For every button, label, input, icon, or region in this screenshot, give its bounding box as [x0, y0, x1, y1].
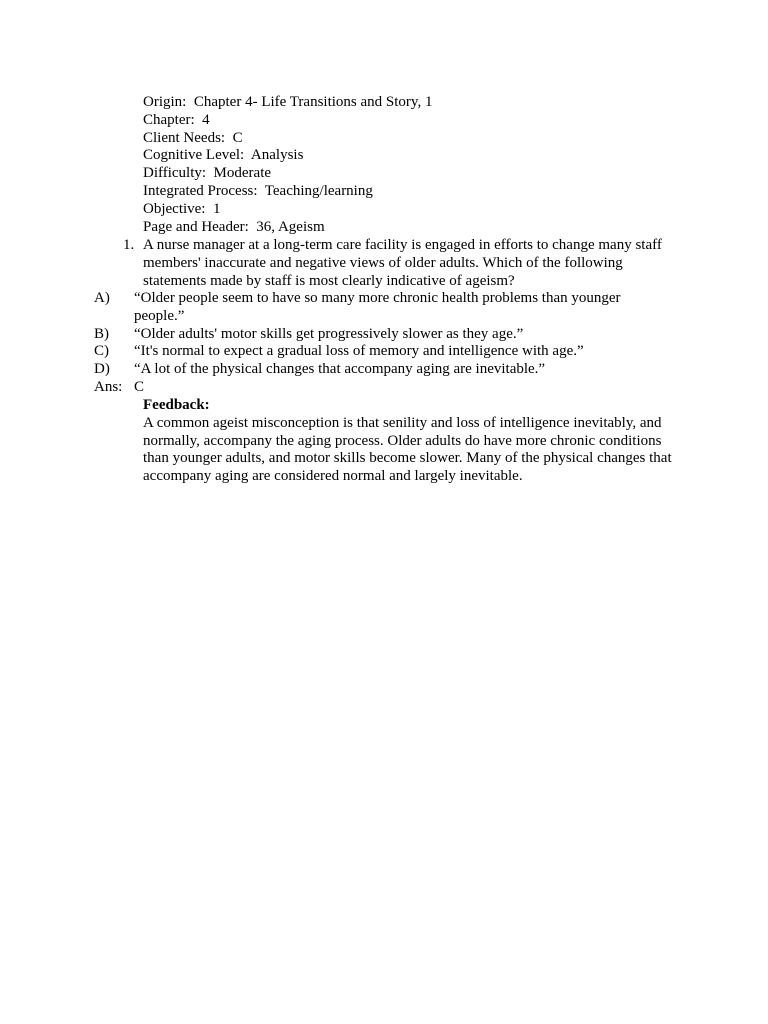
option-letter: A) [94, 290, 110, 306]
cognitive-level-value: Analysis [250, 147, 304, 164]
option-text: “Older adults' motor skills get progressively slower as they age.” [134, 325, 524, 342]
chapter-line [143, 112, 683, 130]
option-letter: D) [94, 361, 110, 378]
option-d [94, 361, 684, 379]
option-letter: C) [94, 343, 109, 360]
feedback-section [143, 397, 683, 486]
question-text: A nurse manager at a long-term care facility is engaged in efforts to change many staff members' inaccurate and negative views of older adults. Which of the following statements made by staff is most clearly indicative of ageism? [143, 237, 662, 289]
difficulty-line [143, 165, 683, 183]
feedback-title: Feedback: [143, 397, 210, 413]
option-text: “Older people seem to have so many more chronic health problems than younger people.” [134, 290, 621, 324]
integrated-process-label: Integrated Process: [143, 182, 258, 199]
objective-value: 1 [212, 200, 221, 217]
client-needs-label: Client Needs: [143, 129, 226, 146]
origin-line [143, 94, 683, 112]
option-letter: B) [94, 325, 109, 342]
difficulty-value: Moderate [213, 165, 272, 182]
page-header-label: Page and Header: [143, 218, 249, 235]
integrated-process-value: Teaching/learning [264, 182, 373, 199]
page-header-line [143, 219, 683, 237]
objective-label: Objective: [143, 200, 206, 217]
answer-line [94, 379, 144, 397]
option-a [94, 290, 684, 326]
objective-line [143, 201, 683, 219]
question-metadata [143, 94, 683, 236]
difficulty-label: Difficulty: [143, 165, 207, 182]
option-c [94, 343, 684, 361]
question-stem [123, 237, 678, 290]
integrated-process-line [143, 183, 683, 201]
cognitive-level-label: Cognitive Level: [143, 147, 245, 164]
origin-label: Origin: [143, 94, 187, 110]
answer-value: C [134, 379, 145, 395]
chapter-label: Chapter: [143, 111, 195, 128]
page-header-value: 36, Ageism [256, 218, 325, 235]
client-needs-line [143, 130, 683, 148]
answer-label: Ans: [94, 379, 123, 395]
question-number: 1. [123, 237, 135, 253]
client-needs-value: C [232, 129, 243, 146]
option-b [94, 326, 684, 344]
answer-options [94, 290, 684, 379]
feedback-text: A common ageist misconception is that senility and loss of intelligence inevitably, and normally, accompany the aging process. Older adults do have more chronic conditions than younger adults, and motor skills become slower. Many of the physical changes that accompany aging are considered normal and largely inevitable. [143, 414, 672, 485]
option-text: “It's normal to expect a gradual loss of memory and intelligence with age.” [134, 343, 584, 360]
chapter-value: 4 [202, 111, 210, 128]
cognitive-level-line [143, 147, 683, 165]
origin-value: Chapter 4- Life Transitions and Story, 1 [193, 94, 433, 110]
option-text: “A lot of the physical changes that accompany aging are inevitable.” [134, 361, 546, 378]
